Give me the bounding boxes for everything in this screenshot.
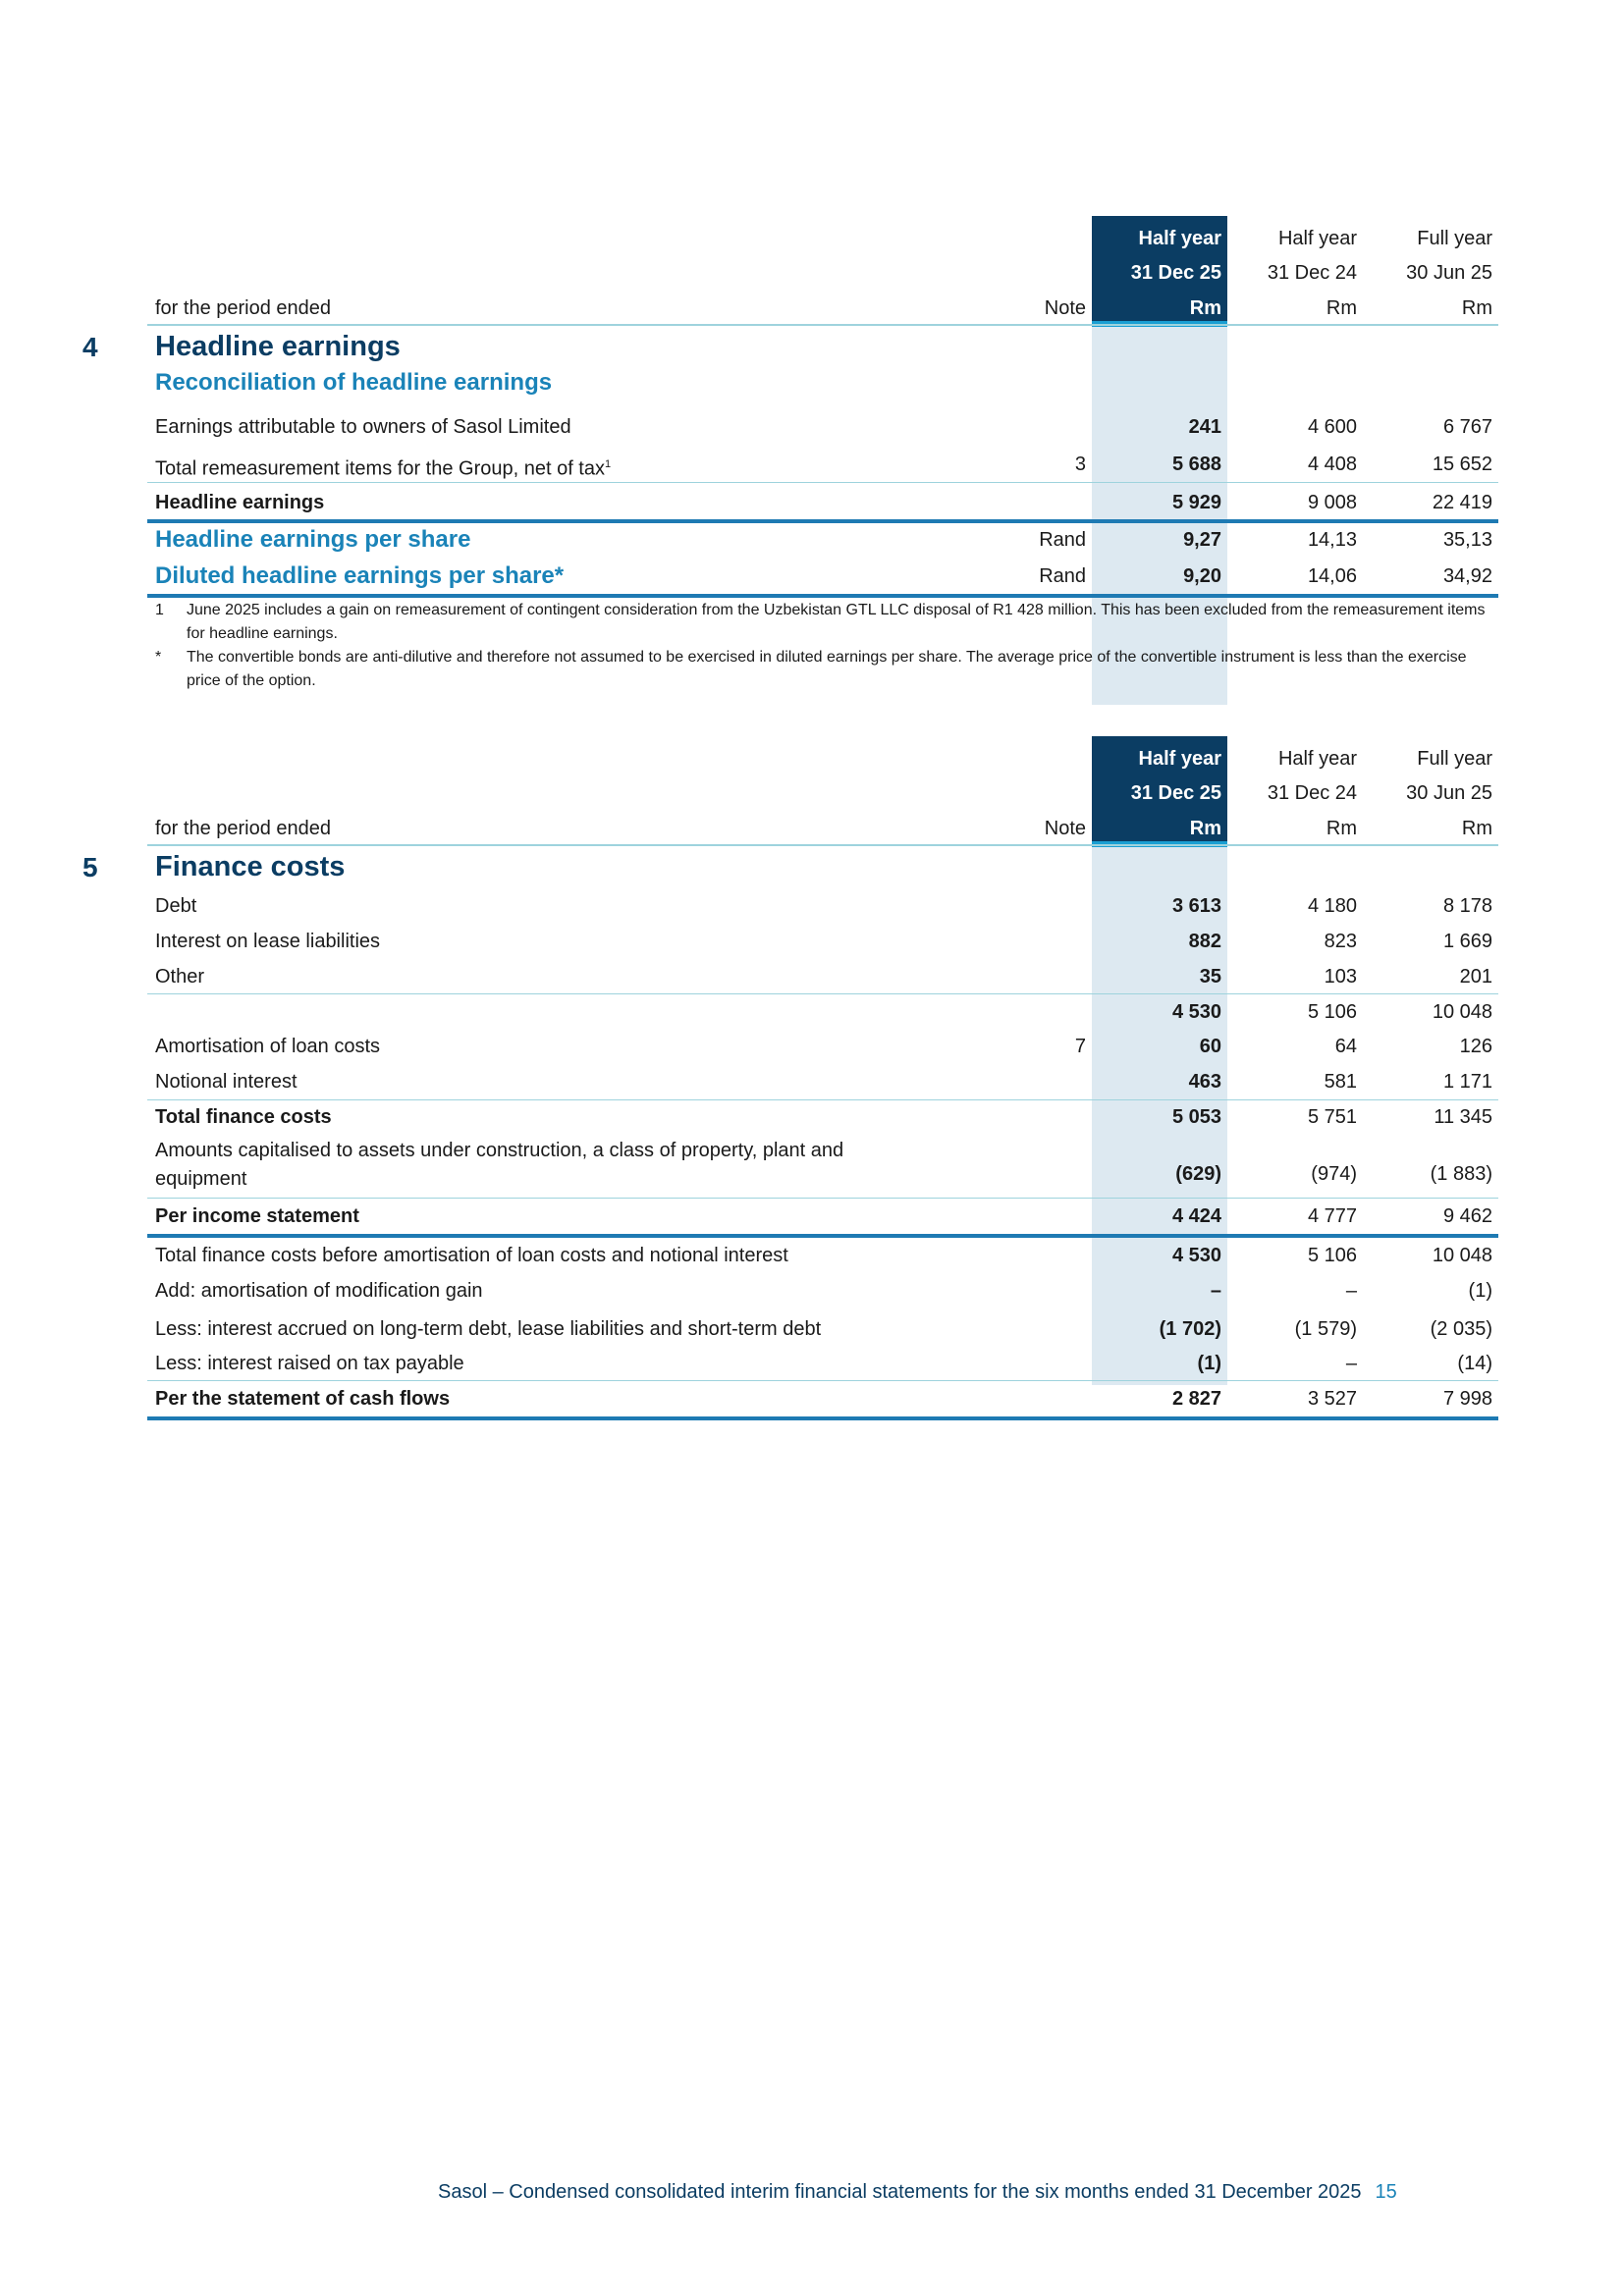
header-row-1: Half year Half year Full year — [1138, 748, 1492, 770]
section-title: Headline earnings — [155, 331, 401, 362]
note-header: Note — [1044, 297, 1086, 319]
footnote-ref: 1 — [605, 458, 612, 470]
col2-header-line1: Half year — [1277, 228, 1357, 249]
col1-unit: Rm — [1189, 297, 1221, 319]
table-row: 4 530 5 106 10 048 — [1171, 1001, 1492, 1023]
section-subtitle: Reconciliation of headline earnings — [155, 369, 553, 396]
table-row: Debt 3 613 4 180 8 178 — [155, 895, 1492, 917]
table-row: Headline earnings per share Rand 9,27 14,13 35,13 — [155, 526, 1492, 553]
table-row: Per the statement of cash flows 2 827 3 527 7 998 — [155, 1388, 1492, 1410]
row-label: Total remeasurement items for the Group, net of tax — [155, 457, 605, 480]
table-row: Total finance costs before amortisation of loan costs and notional interest 4 530 5 106 10 048 — [155, 1245, 1492, 1266]
table-row: Total remeasurement items for the Group, net of tax$^1$ 3 5 688 4 408 15 652 — [155, 454, 1492, 480]
header-row-2: 31 Dec 25 31 Dec 24 30 Jun 25 — [1130, 782, 1492, 804]
col3-unit: Rm — [1461, 297, 1492, 319]
table-row: Notional interest 463 581 1 171 — [155, 1071, 1492, 1093]
header-rule — [147, 324, 1498, 326]
header-row-1 — [147, 221, 1498, 256]
footer-text: Sasol – Condensed consolidated interim financial statements for the six months ended 31 December 2025 — [438, 2181, 1362, 2203]
total-rule — [147, 1416, 1498, 1420]
col3-header-line2: 30 Jun 25 — [1406, 262, 1492, 284]
period-label: for the period ended — [155, 297, 332, 319]
total-rule — [147, 594, 1498, 598]
row-rule — [147, 482, 1498, 483]
table-row: Other 35 103 201 — [155, 966, 1492, 988]
table-row: Interest on lease liabilities 882 823 1 669 — [155, 931, 1492, 952]
section-title: Finance costs — [155, 851, 346, 882]
table-row: Amortisation of loan costs 7 60 64 126 — [155, 1036, 1492, 1057]
col3-header-line1: Full year — [1417, 228, 1492, 249]
section-number: 4 — [82, 332, 98, 362]
header-row-3 — [147, 291, 1498, 326]
header-rule — [147, 844, 1498, 846]
header-row-3: for the period ended Note Rm Rm Rm — [155, 818, 1492, 839]
page-footer — [438, 2181, 1397, 2204]
section-number: 5 — [82, 852, 98, 882]
col2-header-line2: 31 Dec 24 — [1267, 262, 1357, 284]
table-row: Per income statement 4 424 4 777 9 462 — [155, 1205, 1492, 1227]
table-row: Total finance costs 5 053 5 751 11 345 — [155, 1106, 1492, 1128]
table-row: Earnings attributable to owners of Sasol Limited 241 4 600 6 767 — [155, 416, 1492, 438]
table-row: Amounts capitalised to assets under construction, a class of property, plant and equipment (629) (974) (1 883) — [155, 1140, 1492, 1190]
table-row: Diluted headline earnings per share* Rand 9,20 14,06 34,92 — [155, 562, 1492, 589]
col2-unit: Rm — [1326, 297, 1357, 319]
col1-header-line2: 31 Dec 25 — [1130, 262, 1221, 284]
header-row-2 — [147, 255, 1498, 291]
page-number: 15 — [1375, 2181, 1397, 2203]
table-row: Less: interest accrued on long-term debt, lease liabilities and short-term debt (1 702) (1 579) (2 035) — [155, 1318, 1492, 1340]
table-row: Less: interest raised on tax payable (1) – (14) — [155, 1353, 1492, 1374]
table-row: Add: amortisation of modification gain – – (1) — [155, 1280, 1492, 1302]
table-row: Headline earnings 5 929 9 008 22 419 — [155, 492, 1492, 513]
col1-header-line1: Half year — [1138, 228, 1221, 249]
